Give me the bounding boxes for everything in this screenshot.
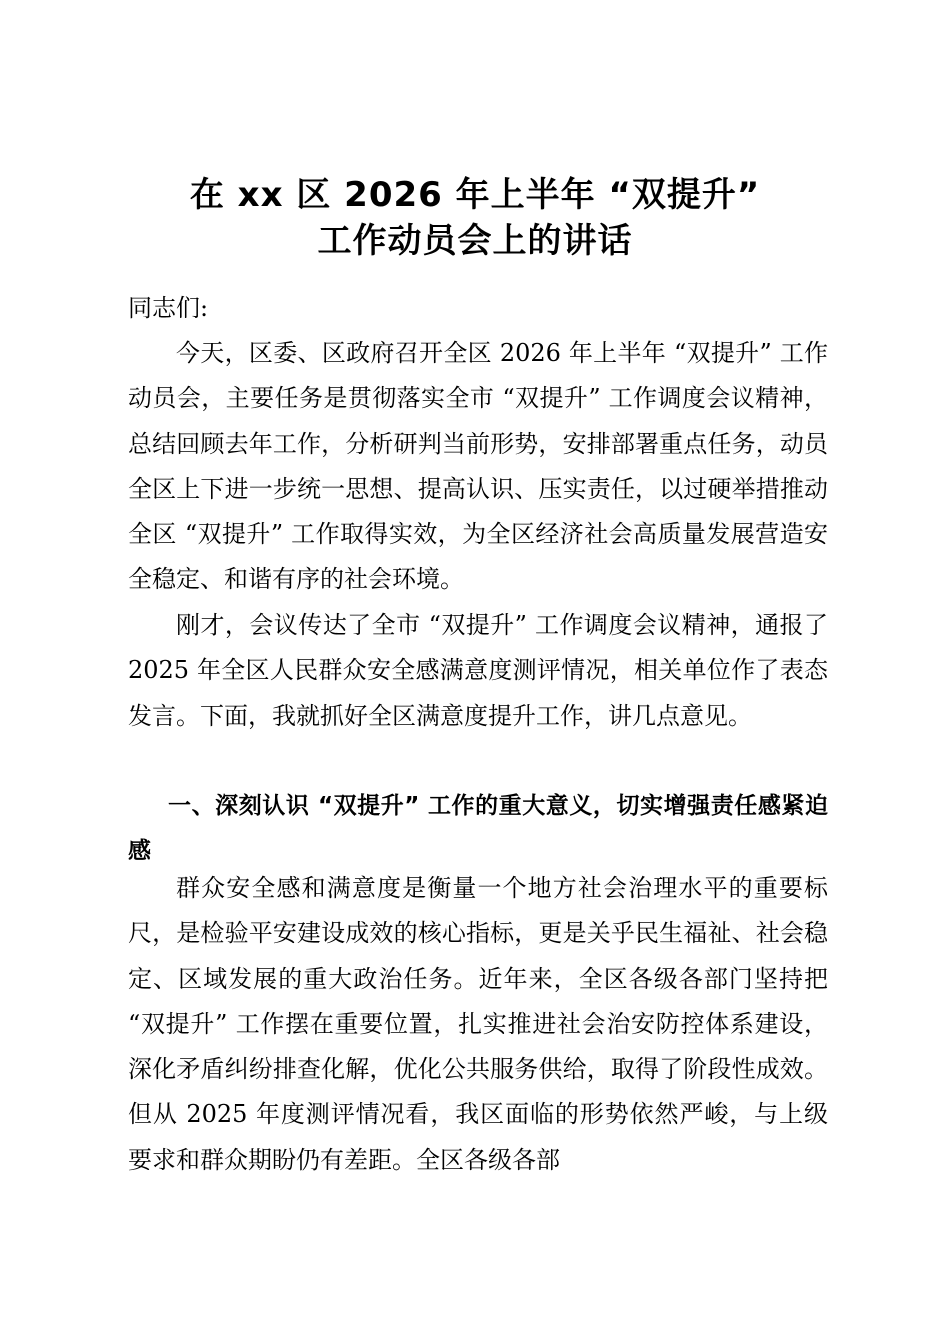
paragraph-opening: 今天，区委、区政府召开全区 2026 年上半年 “双提升” 工作动员会，主要任务是贯彻落实全市 “双提升” 工作调度会议精神，总结回顾去年工作，分析研判当前形势，安排部署重点任务，动员全区上下进一步统一思想、提高认识、压实责任，以过硬举措推动全区 “双提升” 工作取得实效，为全区经济社会高质量发展营造安全稳定、和谐有序的社会环境。 <box>128 339 828 594</box>
paragraph-meeting-summary: 刚才，会议传达了全市 “双提升” 工作调度会议精神，通报了 2025 年全区人民群众安全感满意度测评情况，相关单位作了表态发言。下面，我就抓好全区满意度提升工作，讲几点意见。 <box>128 611 828 730</box>
salutation: 同志们: <box>128 294 209 322</box>
document-title-line-2: 工作动员会上的讲话 <box>317 221 633 261</box>
document-title-line-1: 在 xx 区 2026 年上半年 “双提升” <box>189 175 761 215</box>
section-heading-1: 一、深刻认识 “双提升” 工作的重大意义，切实增强责任感紧迫感 <box>128 793 828 864</box>
section-1-paragraph: 群众安全感和满意度是衡量一个地方社会治理水平的重要标尺，是检验平安建设成效的核心指标，更是关乎民生福祉、社会稳定、区域发展的重大政治任务。近年来，全区各级各部门坚持把 “双提升” 工作摆在重要位置，扎实推进社会治安防控体系建设，深化矛盾纠纷排查化解，优化公共服务供给，取得了阶段性成效。但从 2025 年度测评情况看，我区面临的形势依然严峻，与上级要求和群众期盼仍有差距。全区各级各部 <box>128 874 828 1174</box>
